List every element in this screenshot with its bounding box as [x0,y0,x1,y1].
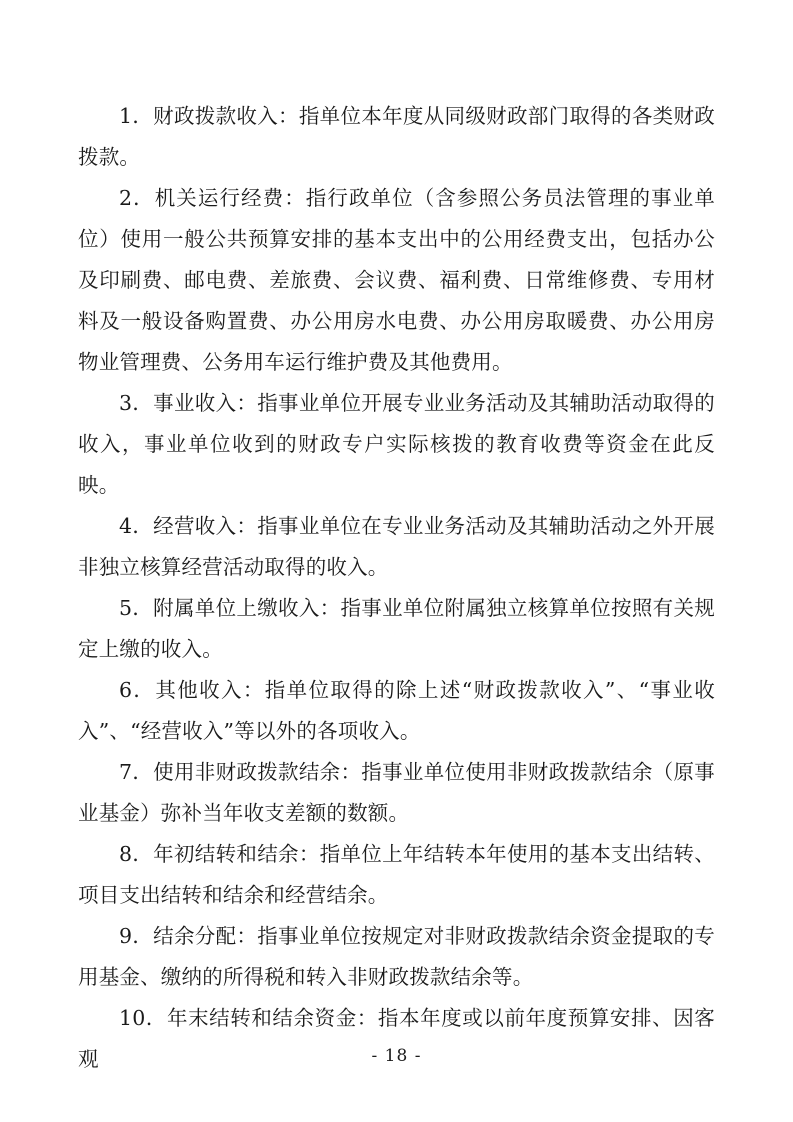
paragraph-2: 2．机关运行经费：指行政单位（含参照公务员法管理的事业单位）使用一般公共预算安排的基本支出中的公用经费支出，包括办公及印刷费、邮电费、差旅费、会议费、福利费、日常维修费、专用材料及一般设备购置费、办公用房水电费、办公用房取暖费、办公用房物业管理费、公务用车运行维护费及其他费用。 [78,186,715,374]
paragraph-9: 9．结余分配：指事业单位按规定对非财政拨款结余资金提取的专用基金、缴纳的所得税和转入非财政拨款结余等。 [78,924,715,989]
paragraph-7: 7．使用非财政拨款结余：指事业单位使用非财政拨款结余（原事业基金）弥补当年收支差额的数额。 [78,760,715,825]
paragraph-1: 1．财政拨款收入：指单位本年度从同级财政部门取得的各类财政拨款。 [78,104,715,169]
paragraph-10: 10．年末结转和结余资金：指本年度或以前年度预算安排、因客观 [78,1006,715,1071]
paragraph-3: 3．事业收入：指事业单位开展专业业务活动及其辅助活动取得的收入，事业单位收到的财政专户实际核拨的教育收费等资金在此反映。 [78,391,715,497]
paragraph-4: 4．经营收入：指事业单位在专业业务活动及其辅助活动之外开展非独立核算经营活动取得的收入。 [78,514,715,579]
paragraph-8: 8．年初结转和结余：指单位上年结转本年使用的基本支出结转、项目支出结转和结余和经营结余。 [78,842,715,907]
paragraph-5: 5．附属单位上缴收入：指事业单位附属独立核算单位按照有关规定上缴的收入。 [78,596,715,661]
paragraph-6: 6．其他收入：指单位取得的除上述“财政拨款收入”、“事业收入”、“经营收入”等以外的各项收入。 [78,678,715,743]
page-number: - 18 - [371,1046,422,1066]
document-body [78,96,715,1080]
